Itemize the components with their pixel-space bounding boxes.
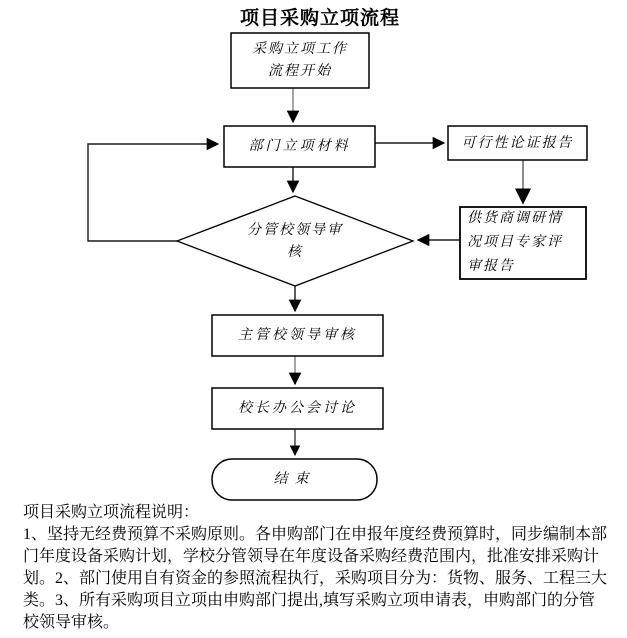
end-node-shape xyxy=(212,459,377,500)
decision-node-label: 分管校领导审 核 xyxy=(247,223,343,260)
manager-node-shape xyxy=(212,315,383,356)
end-node-label: 结束 xyxy=(273,472,316,487)
dept-node-label: 部门立项材料 xyxy=(248,139,351,154)
notes-line: 1、坚持无经费预算不采购原则。各申购部门在申报年度经费预算时，同步编制本部 xyxy=(23,526,608,543)
page-title: 项目采购立项流程 xyxy=(239,8,400,29)
start-node-label: 采购立项工作 流程开始 xyxy=(252,41,348,79)
meeting-node-shape xyxy=(212,388,383,429)
start-node-shape xyxy=(231,33,369,88)
feasibility-node-shape xyxy=(448,126,587,160)
connector-decision-back-to-dept xyxy=(88,144,218,241)
notes-line: 门年度设备采购计划，学校分管领导在年度设备采购经费范围内，批准安排采购计 xyxy=(23,548,600,565)
supplier-node-label: 供货商调研情 况项目专家评 审报告 xyxy=(467,211,563,274)
notes-line: 类。3、所有采购项目立项由申购部门提出,填写采购立项申请表，申购部门的分管 xyxy=(23,592,596,609)
meeting-node-label: 校长办公会讨论 xyxy=(238,401,357,416)
notes-heading: 项目采购立项流程说明： xyxy=(23,504,200,521)
feasibility-node-label: 可行性论证报告 xyxy=(461,135,574,151)
dept-node-shape xyxy=(224,126,375,167)
supplier-node-shape xyxy=(460,207,586,279)
notes-line: 校领导审核。 xyxy=(23,614,120,631)
notes-block xyxy=(23,502,618,634)
notes-line: 划。2、部门使用自有资金的参照流程执行，采购项目分为：货物、服务、工程三大 xyxy=(23,570,608,587)
decision-node-shape xyxy=(177,196,413,286)
manager-node-label: 主管校领导审核 xyxy=(238,328,357,343)
